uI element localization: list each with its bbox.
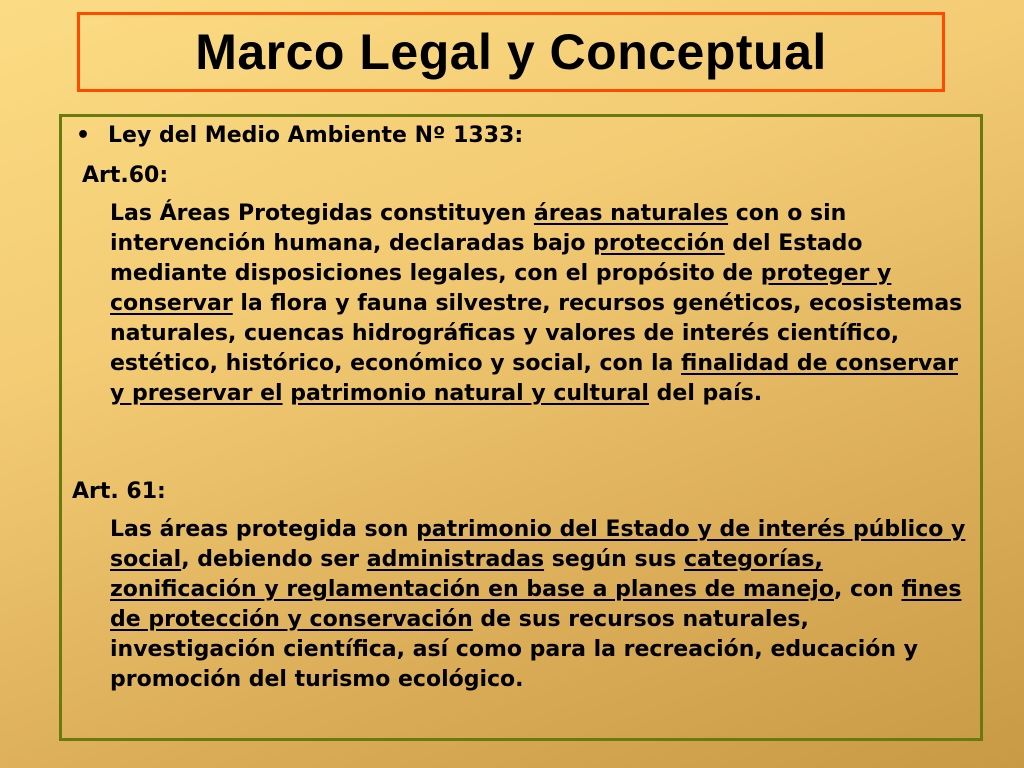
underlined-phrase: administradas xyxy=(366,547,545,572)
slide-title: Marco Legal y Conceptual xyxy=(195,24,827,80)
underlined-phrase: finalidad de conservar y preservar el xyxy=(110,351,958,406)
text-segment: Las Áreas Protegidas constituyen xyxy=(110,201,534,226)
underlined-phrase: patrimonio natural y cultural xyxy=(290,381,649,406)
article-60-text xyxy=(110,199,976,409)
text-segment: la flora y fauna silvestre, recursos genéticos, ecosistemas naturales, cuencas hidrográficas y valores de interés científico, estético, histórico, económico y social, con la xyxy=(110,291,963,376)
law-item xyxy=(76,121,523,151)
underlined-phrase: fines de protección y conservación xyxy=(110,577,962,632)
article-61-heading: Art. 61: xyxy=(72,479,166,504)
law-title: Ley del Medio Ambiente Nº 1333: xyxy=(108,123,524,148)
underlined-phrase: proteger y conservar xyxy=(110,261,892,316)
title-frame xyxy=(77,12,945,92)
underlined-phrase: categorías, zonificación y reglamentación en base a planes de manejo xyxy=(110,547,834,602)
text-segment: según sus xyxy=(544,547,684,572)
article-60-heading: Art.60: xyxy=(82,163,169,188)
text-segment: , debiendo ser xyxy=(181,547,367,572)
content-frame xyxy=(59,114,983,741)
text-segment: del Estado mediante disposiciones legales, con el propósito de xyxy=(110,231,863,286)
underlined-phrase: patrimonio del Estado y de interés público y social xyxy=(110,517,966,572)
slide-content xyxy=(62,117,980,738)
text-segment: Las áreas protegida son xyxy=(110,517,417,542)
text-segment: de sus recursos naturales, investigación científica, así como para la recreación, educación y promoción del turismo ecológico. xyxy=(110,607,919,692)
underlined-phrase: protección xyxy=(593,231,725,256)
underlined-phrase: áreas naturales xyxy=(533,201,729,226)
bullet-icon: • xyxy=(76,123,91,148)
article-61-text xyxy=(110,515,976,695)
text-segment: , con xyxy=(833,577,902,602)
text-segment: del país. xyxy=(648,381,763,406)
text-segment: con o sin intervención humana, declaradas bajo xyxy=(110,201,847,256)
